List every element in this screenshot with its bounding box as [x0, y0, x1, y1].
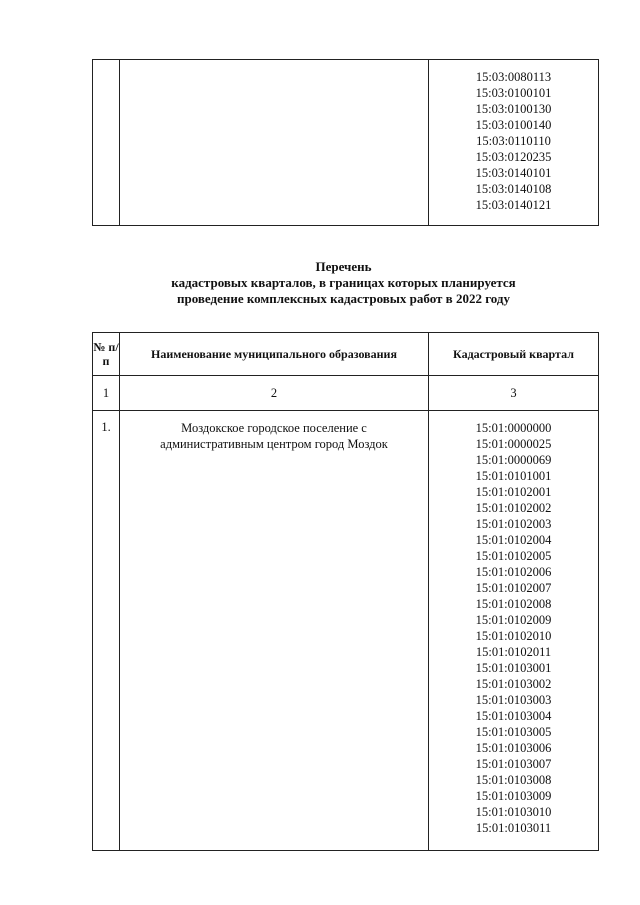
cadastral-code: 15:01:0102005: [475, 549, 552, 563]
cadastral-codes-cell: [429, 411, 599, 851]
column-number: 2: [120, 376, 429, 411]
cadastral-code: 15:03:0140121: [475, 198, 552, 212]
cadastral-code: 15:01:0103007: [475, 757, 552, 771]
cadastral-code: 15:03:0140101: [475, 166, 552, 180]
cadastral-code: 15:01:0102002: [475, 501, 552, 515]
cadastral-code: 15:01:0103006: [475, 741, 552, 755]
cadastral-code: 15:03:0100140: [475, 118, 552, 132]
municipality-cell: [120, 60, 429, 226]
cadastral-code: 15:01:0102006: [475, 565, 552, 579]
cadastral-code: 15:01:0103002: [475, 677, 552, 691]
municipality-name: Моздокское городское поселение с административным центром город Моздок: [120, 411, 429, 851]
header-municipality: Наименование муниципального образования: [120, 333, 429, 376]
cadastral-code: 15:01:0103011: [475, 821, 552, 835]
cadastral-code: 15:03:0100130: [475, 102, 552, 116]
cadastral-code: 15:01:0102007: [475, 581, 552, 595]
cadastral-code: 15:01:0103008: [475, 773, 552, 787]
cadastral-code: 15:01:0000025: [475, 437, 552, 451]
cadastral-code: 15:03:0080113: [475, 70, 552, 84]
cadastral-code: 15:01:0103009: [475, 789, 552, 803]
heading-title: Перечень: [315, 259, 372, 274]
cadastral-code: 15:01:0102004: [475, 533, 552, 547]
heading-subtitle-line: кадастровых кварталов, в границах которых планируется: [171, 275, 516, 290]
cadastral-code: 15:01:0103005: [475, 725, 552, 739]
header-number: № п/п: [93, 333, 120, 376]
cadastral-code: 15:01:0103003: [475, 693, 552, 707]
continued-table: [92, 59, 599, 226]
cadastral-code: 15:03:0100101: [475, 86, 552, 100]
cadastral-code: 15:01:0103010: [475, 805, 552, 819]
cadastral-code: 15:01:0102003: [475, 517, 552, 531]
cadastral-code: 15:03:0110110: [476, 134, 551, 148]
table-row: [93, 411, 599, 851]
cadastral-code: 15:03:0120235: [475, 150, 552, 164]
column-number: 1: [93, 376, 120, 411]
cadastral-code: 15:01:0103004: [475, 709, 552, 723]
cadastral-codes-cell: [429, 60, 599, 226]
cadastral-code: 15:01:0102011: [475, 645, 552, 659]
cadastral-code: 15:01:0102008: [475, 597, 552, 611]
row-number: 1.: [93, 411, 120, 851]
document-heading: [92, 259, 595, 307]
cadastral-code: 15:01:0102010: [475, 629, 552, 643]
column-number-row: [93, 376, 599, 411]
header-cadastral-quarter: Кадастровый квартал: [429, 333, 599, 376]
column-number: 3: [429, 376, 599, 411]
table-row: [93, 60, 599, 226]
cadastral-quarters-table: [92, 332, 599, 851]
cadastral-code: 15:01:0102009: [475, 613, 552, 627]
cadastral-code: 15:03:0140108: [475, 182, 552, 196]
cadastral-code: 15:01:0000069: [475, 453, 552, 467]
table-header-row: [93, 333, 599, 376]
cadastral-code: 15:01:0000000: [475, 421, 552, 435]
number-cell: [93, 60, 120, 226]
cadastral-code: 15:01:0101001: [475, 469, 552, 483]
cadastral-code: 15:01:0103001: [475, 661, 552, 675]
cadastral-code: 15:01:0102001: [475, 485, 552, 499]
heading-subtitle-line: проведение комплексных кадастровых работ в 2022 году: [176, 291, 510, 306]
